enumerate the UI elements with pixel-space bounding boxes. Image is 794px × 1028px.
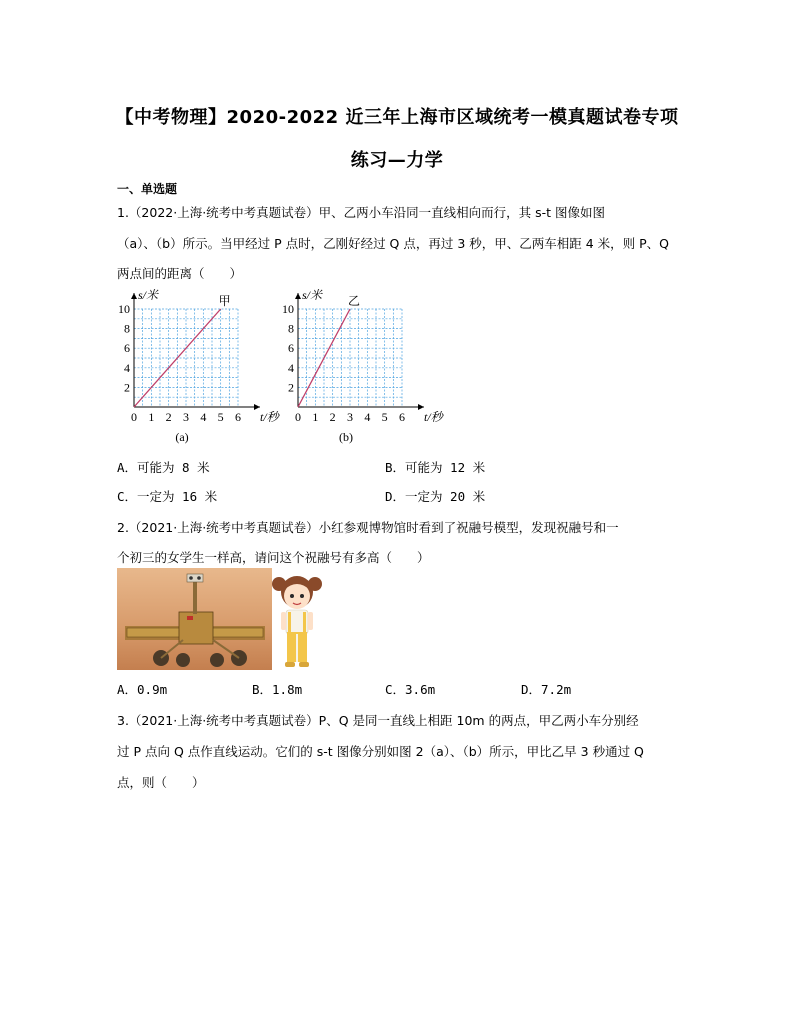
q2-option-a[interactable]: A．0.9m [117,682,168,697]
x-tick-label: 2 [329,410,336,424]
x-tick-label: 1 [312,410,319,424]
x-tick-label: 6 [399,410,405,424]
q2-line2: 个初三的女学生一样高，请问这个祝融号有多高（ ） [117,550,430,565]
y-tick-label: 4 [124,360,130,375]
y-tick-label: 10 [282,302,294,316]
q1-option-b[interactable]: B．可能为 12 米 [385,460,486,475]
graph-caption: (a) [175,430,189,444]
x-tick-label: 3 [183,410,189,424]
q1-line1: 1.（2022·上海·统考中考真题试卷）甲、乙两小车沿同一直线相向而行，其 s-t 图像如图 [117,205,606,220]
q2-option-d[interactable]: D．7.2m [521,682,572,697]
series-label: 甲 [218,294,231,308]
x-tick-label: 5 [381,410,388,424]
x-tick-label: 0 [131,410,137,424]
x-tick-label: 3 [347,410,353,424]
page-title-line2: 练习—力学 [350,150,444,171]
q3-line3: 点，则（ ） [117,775,205,790]
y-axis-label: s/米 [302,288,323,302]
q1-option-d[interactable]: D．一定为 20 米 [385,489,486,504]
y-axis-arrow-icon [131,293,137,299]
graph-a [112,287,282,447]
y-tick-label: 2 [124,380,130,395]
page-title: 【中考物理】2020-2022 近三年上海市区域统考一模真题试卷专项 [115,107,679,128]
q1-option-a[interactable]: A．可能为 8 米 [117,460,210,475]
series-label: 乙 [348,294,361,308]
x-tick-label: 4 [200,410,207,424]
graph-caption: (b) [339,430,353,444]
x-tick-label: 4 [364,410,371,424]
q2-option-b[interactable]: B．1.8m [252,682,303,697]
x-tick-label: 1 [148,410,155,424]
x-axis-label: t/秒 [260,410,279,424]
x-tick-label: 5 [217,410,224,424]
section-heading: 一、单选题 [117,182,178,196]
y-tick-label: 2 [288,380,294,395]
graph-b [276,287,446,447]
y-tick-label: 4 [288,360,294,375]
q1-line3: 两点间的距离（ ） [117,266,243,281]
y-tick-label: 6 [288,341,294,356]
y-axis-label: s/米 [138,288,159,302]
y-tick-label: 8 [124,321,130,336]
q2-option-c[interactable]: C．3.6m [385,682,436,697]
q1-option-c[interactable]: C．一定为 16 米 [117,489,218,504]
x-tick-label: 2 [165,410,172,424]
x-tick-label: 6 [235,410,241,424]
y-axis-arrow-icon [295,293,301,299]
x-axis-label: t/秒 [424,410,443,424]
q3-line2: 过 P 点向 Q 点作直线运动。它们的 s-t 图像分别如图 2（a）、（b）所示，甲比乙早 3 秒通过 Q [117,744,644,759]
y-tick-label: 8 [288,321,294,336]
q3-line1: 3.（2021·上海·统考中考真题试卷）P、Q 是同一直线上相距 10m 的两点，甲乙两小车分别经 [117,713,639,728]
y-tick-label: 10 [118,302,130,316]
rover-photo [117,568,272,670]
y-tick-label: 6 [124,341,130,356]
x-tick-label: 0 [295,410,301,424]
girl-illustration [271,568,323,672]
q2-line1: 2.（2021·上海·统考中考真题试卷）小红参观博物馆时看到了祝融号模型，发现祝融号和一 [117,520,619,535]
q1-line2: （a）、（b）所示。当甲经过 P 点时，乙刚好经过 Q 点，再过 3 秒，甲、乙两车相距 4 米，则 P、Q [117,236,670,251]
